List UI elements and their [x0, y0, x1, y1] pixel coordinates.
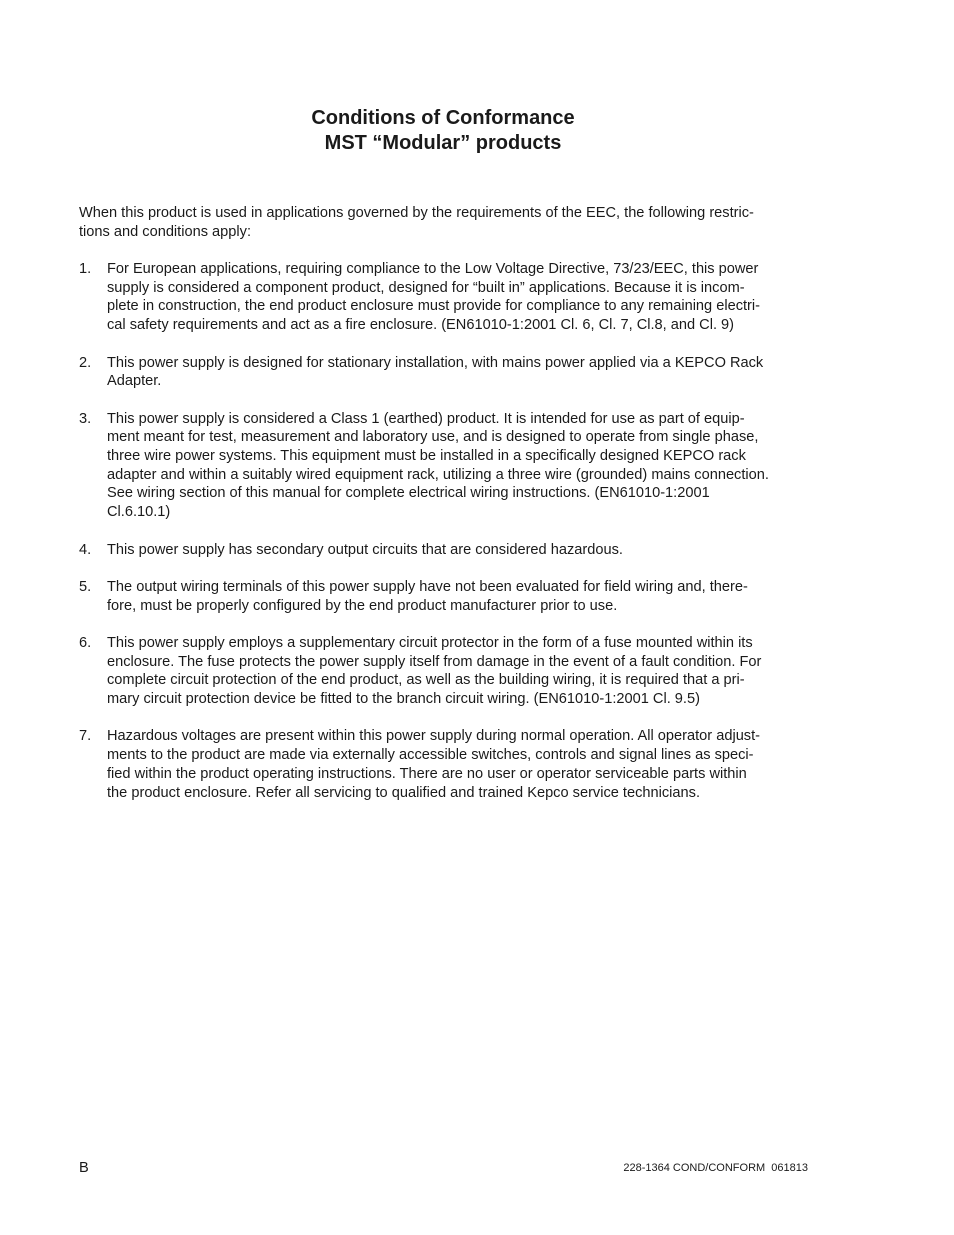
conditions-list	[79, 260, 819, 821]
list-item	[79, 541, 819, 560]
item-line: This power supply has secondary output circuits that are considered hazardous.	[107, 541, 623, 558]
item-line: adapter and within a suitably wired equipment rack, utilizing a three wire (grounded) mains connection.	[107, 466, 769, 483]
item-line: plete in construction, the end product enclosure must provide for compliance to any remaining electri-	[107, 298, 761, 315]
item-line: enclosure. The fuse protects the power supply itself from damage in the event of a fault condition. For	[107, 653, 762, 670]
item-line: This power supply is considered a Class 1 (earthed) product. It is intended for use as part of equip-	[107, 410, 745, 427]
page-label: B	[79, 1160, 89, 1176]
intro-line: When this product is used in applications governed by the requirements of the EEC, the following restric-	[79, 205, 754, 221]
item-line: fied within the product operating instructions. There are no user or operator serviceable parts within	[107, 765, 747, 782]
item-number: 6.	[79, 634, 92, 651]
item-number: 2.	[79, 354, 92, 371]
item-line: See wiring section of this manual for complete electrical wiring instructions. (EN61010-1:2001	[107, 485, 710, 502]
item-number: 5.	[79, 578, 92, 595]
item-line: This power supply employs a supplementary circuit protector in the form of a fuse mounted within its	[107, 634, 753, 651]
item-line: mary circuit protection device be fitted to the branch circuit wiring. (EN61010-1:2001 Cl. 9.5)	[107, 691, 700, 708]
item-line: cal safety requirements and act as a fire enclosure. (EN61010-1:2001 Cl. 6, Cl. 7, Cl.8, and Cl. 9)	[107, 317, 735, 334]
list-item	[79, 410, 819, 522]
list-item	[79, 354, 819, 391]
item-number: 3.	[79, 410, 92, 427]
item-line: Cl.6.10.1)	[107, 504, 171, 521]
title-line-1: Conditions of Conformance	[311, 107, 575, 129]
item-number: 1.	[79, 261, 92, 277]
list-item	[79, 634, 819, 709]
item-line: complete circuit protection of the end product, as well as the building wiring, it is required that a pri-	[107, 672, 745, 689]
item-line: the product enclosure. Refer all servicing to qualified and trained Kepco service technicians.	[107, 784, 700, 801]
title-line-2: MST “Modular” products	[324, 132, 562, 154]
list-item	[79, 578, 819, 615]
item-line: This power supply is designed for stationary installation, with mains power applied via a KEPCO Rack	[107, 354, 764, 371]
list-item	[79, 260, 819, 335]
list-item	[79, 727, 819, 802]
intro-line: tions and conditions apply:	[79, 224, 251, 240]
item-line: ment meant for test, measurement and laboratory use, and is designed to operate from single phase,	[107, 429, 759, 446]
document-code: 228-1364 COND/CONFORM 061813	[623, 1162, 808, 1174]
page-title	[0, 106, 886, 156]
item-line: ments to the product are made via externally accessible switches, controls and signal lines as speci-	[107, 747, 754, 764]
item-line: fore, must be properly configured by the end product manufacturer prior to use.	[107, 597, 618, 614]
item-number: 7.	[79, 728, 92, 745]
item-line: three wire power systems. This equipment must be installed in a specifically designed KEPCO rack	[107, 448, 746, 464]
item-line: Hazardous voltages are present within this power supply during normal operation. All operator adjust-	[107, 728, 761, 745]
item-line: For European applications, requiring compliance to the Low Voltage Directive, 73/23/EEC, this power	[107, 261, 759, 277]
item-line: Adapter.	[107, 373, 162, 390]
intro-paragraph	[79, 204, 809, 242]
item-number: 4.	[79, 541, 92, 558]
item-line: The output wiring terminals of this power supply have not been evaluated for field wiring and, there-	[107, 578, 748, 595]
item-line: supply is considered a component product, designed for “built in” applications. Because it is incom-	[107, 279, 745, 296]
